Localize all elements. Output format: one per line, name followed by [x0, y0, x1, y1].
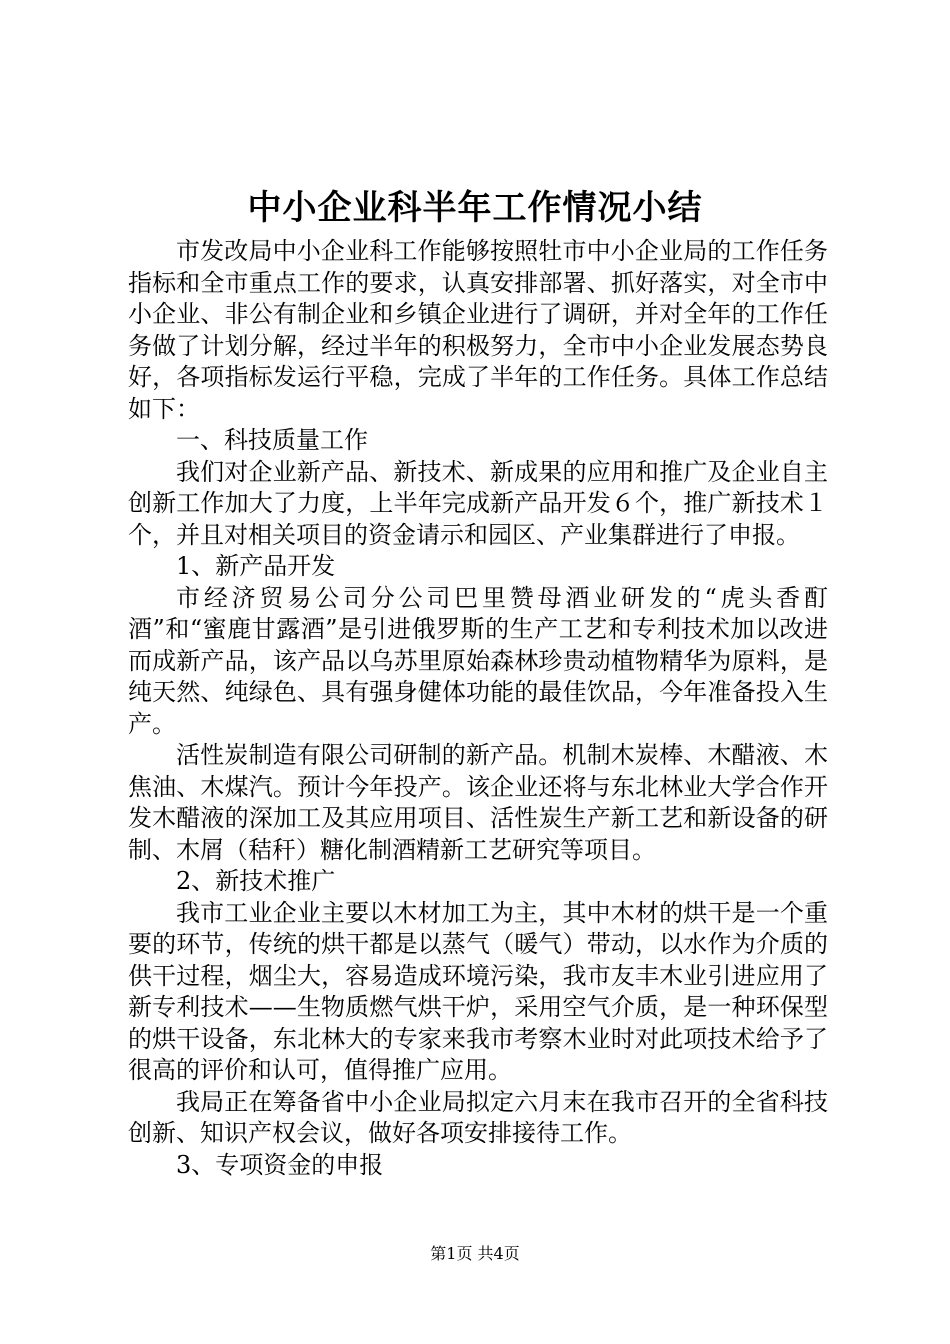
paragraph-liquor-products: 市经济贸易公司分公司巴里赞母酒业研发的“虎头香酊酒”和“蜜鹿甘露酒”是引进俄罗斯的生产工艺和专利技术加以改进而成新产品，该产品以乌苏里原始森林珍贵动植物精华为原料，是纯天然、纯绿色、具有强身健体功能的最佳饮品，今年准备投入生产。 — [128, 583, 828, 738]
paragraph-tech-quality: 我们对企业新产品、新技术、新成果的应用和推广及企业自主创新工作加大了力度，上半年完成新产品开发６个，推广新技术１个，并且对相关项目的资金请示和园区、产业集群进行了申报。 — [128, 457, 828, 549]
subheading-special-funds: 3、专项资金的申报 — [176, 1150, 384, 1179]
document-title: 中小企业科半年工作情况小结 — [247, 188, 703, 228]
paragraph-activated-carbon: 活性炭制造有限公司研制的新产品。机制木炭棒、木醋液、木焦油、木煤汽。预计今年投产。该企业还将与东北林业大学合作开发木醋液的深加工及其应用项目、活性炭生产新工艺和新设备的研制、木屑（秸秆）糖化制酒精新工艺研究等项目。 — [128, 741, 828, 864]
subheading-new-tech: 2、新技术推广 — [176, 867, 336, 895]
document-body — [128, 236, 828, 1181]
section-heading-tech-quality: 一、科技质量工作 — [176, 426, 368, 454]
page-number-footer: 第1页 共4页 — [430, 1244, 520, 1263]
paragraph-intro: 市发改局中小企业科工作能够按照牡市中小企业局的工作任务指标和全市重点工作的要求，认真安排部署、抓好落实，对全市中小企业、非公有制企业和乡镇企业进行了调研，并对全年的工作任务做了计划分解，经过半年的积极努力，全市中小企业发展态势良好，各项指标发运行平稳，完成了半年的工作任务。具体工作总结如下： — [128, 237, 828, 423]
paragraph-drying-tech: 我市工业企业主要以木材加工为主，其中木材的烘干是一个重要的环节，传统的烘干都是以蒸气（暖气）带动，以水作为介质的供干过程，烟尘大，容易造成环境污染，我市友丰木业引进应用了新专利技术——生物质燃气烘干炉，采用空气介质，是一种环保型的烘干设备，东北林大的专家来我市考察木业时对此项技术给予了很高的评价和认可，值得推广应用。 — [128, 898, 828, 1084]
subheading-new-products: 1、新产品开发 — [176, 552, 336, 580]
paragraph-conference: 我局正在筹备省中小企业局拟定六月末在我市召开的全省科技创新、知识产权会议，做好各项安排接待工作。 — [128, 1087, 828, 1147]
